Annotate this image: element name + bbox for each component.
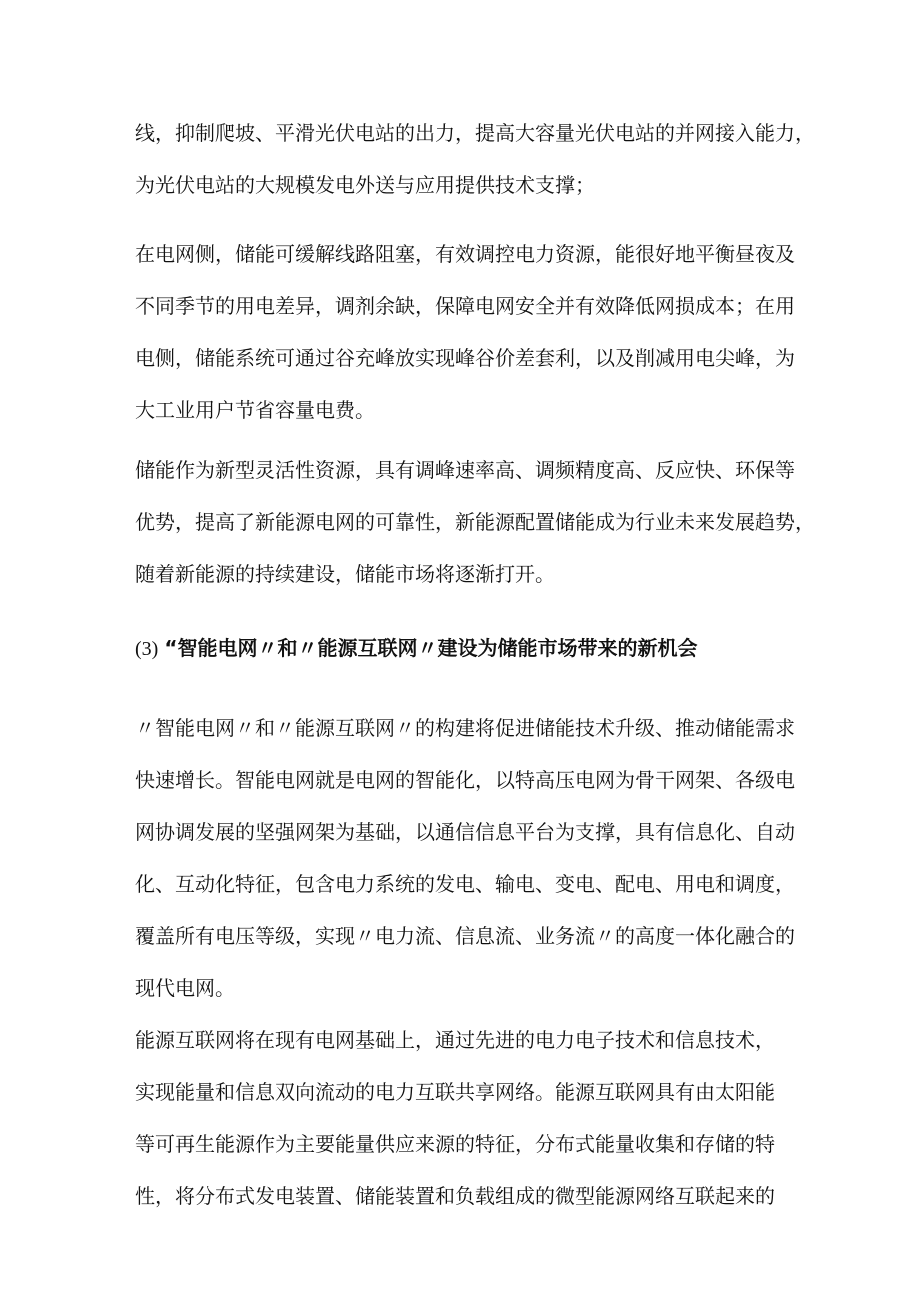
text-line: 性，将分布式发电装置、储能装置和负载组成的微型能源网络互联起来的 [135,1184,775,1208]
text-line: 快速增长。智能电网就是电网的智能化，以特高压电网为骨干网架、各级电 [135,768,795,792]
text-line: 不同季节的用电差异，调剂余缺，保障电网安全并有效降低网损成本；在用 [135,294,795,318]
text-line: 线，抑制爬坡、平滑光伏电站的出力，提高大容量光伏电站的并网接入能力， [135,121,815,145]
text-line: 电侧，储能系统可通过谷充峰放实现峰谷价差套利，以及削减用电尖峰，为 [135,346,795,370]
paragraph-flexible-resource [135,444,815,600]
text-line: 在电网侧，储能可缓解线路阻塞，有效调控电力资源，能很好地平衡昼夜及 [135,242,795,266]
text-line: 随着新能源的持续建设，储能市场将逐渐打开。 [135,562,555,586]
text-line: 覆盖所有电压等级，实现〃电力流、信息流、业务流〃的高度一体化融合的 [135,924,795,948]
text-line: 大工业用户节省容量电费。 [135,398,375,422]
text-line: 化、互动化特征，包含电力系统的发电、输电、变电、配电、用电和调度， [135,872,795,896]
paragraph-energy-internet [135,1014,805,1222]
paragraph-grid-side [135,228,805,436]
paragraph-smart-grid [135,702,805,1014]
text-line: 实现能量和信息双向流动的电力互联共享网络。能源互联网具有由太阳能 [135,1080,775,1104]
text-line: 能源互联网将在现有电网基础上，通过先进的电力电子技术和信息技术， [135,1028,775,1052]
text-line: 储能作为新型灵活性资源，具有调峰速率高、调频精度高、反应快、环保等 [135,458,795,482]
text-line: 等可再生能源作为主要能量供应来源的特征，分布式能量收集和存储的特 [135,1132,775,1156]
heading-number: (3) [135,638,159,660]
text-line: 〃智能电网〃和〃能源互联网〃的构建将促进储能技术升级、推动储能需求 [135,716,795,740]
heading-text: “智能电网〃和〃能源互联网〃建设为储能市场带来的新机会 [164,636,698,660]
text-line: 现代电网。 [135,976,235,1000]
section-heading [135,622,805,674]
paragraph-pv-support [135,107,815,211]
text-line: 优势，提高了新能源电网的可靠性，新能源配置储能成为行业未来发展趋势， [135,510,815,534]
heading-line [135,622,805,674]
text-line: 为光伏电站的大规模发电外送与应用提供技术支撑； [135,173,595,197]
text-line: 网协调发展的坚强网架为基础，以通信信息平台为支撑，具有信息化、自动 [135,820,795,844]
